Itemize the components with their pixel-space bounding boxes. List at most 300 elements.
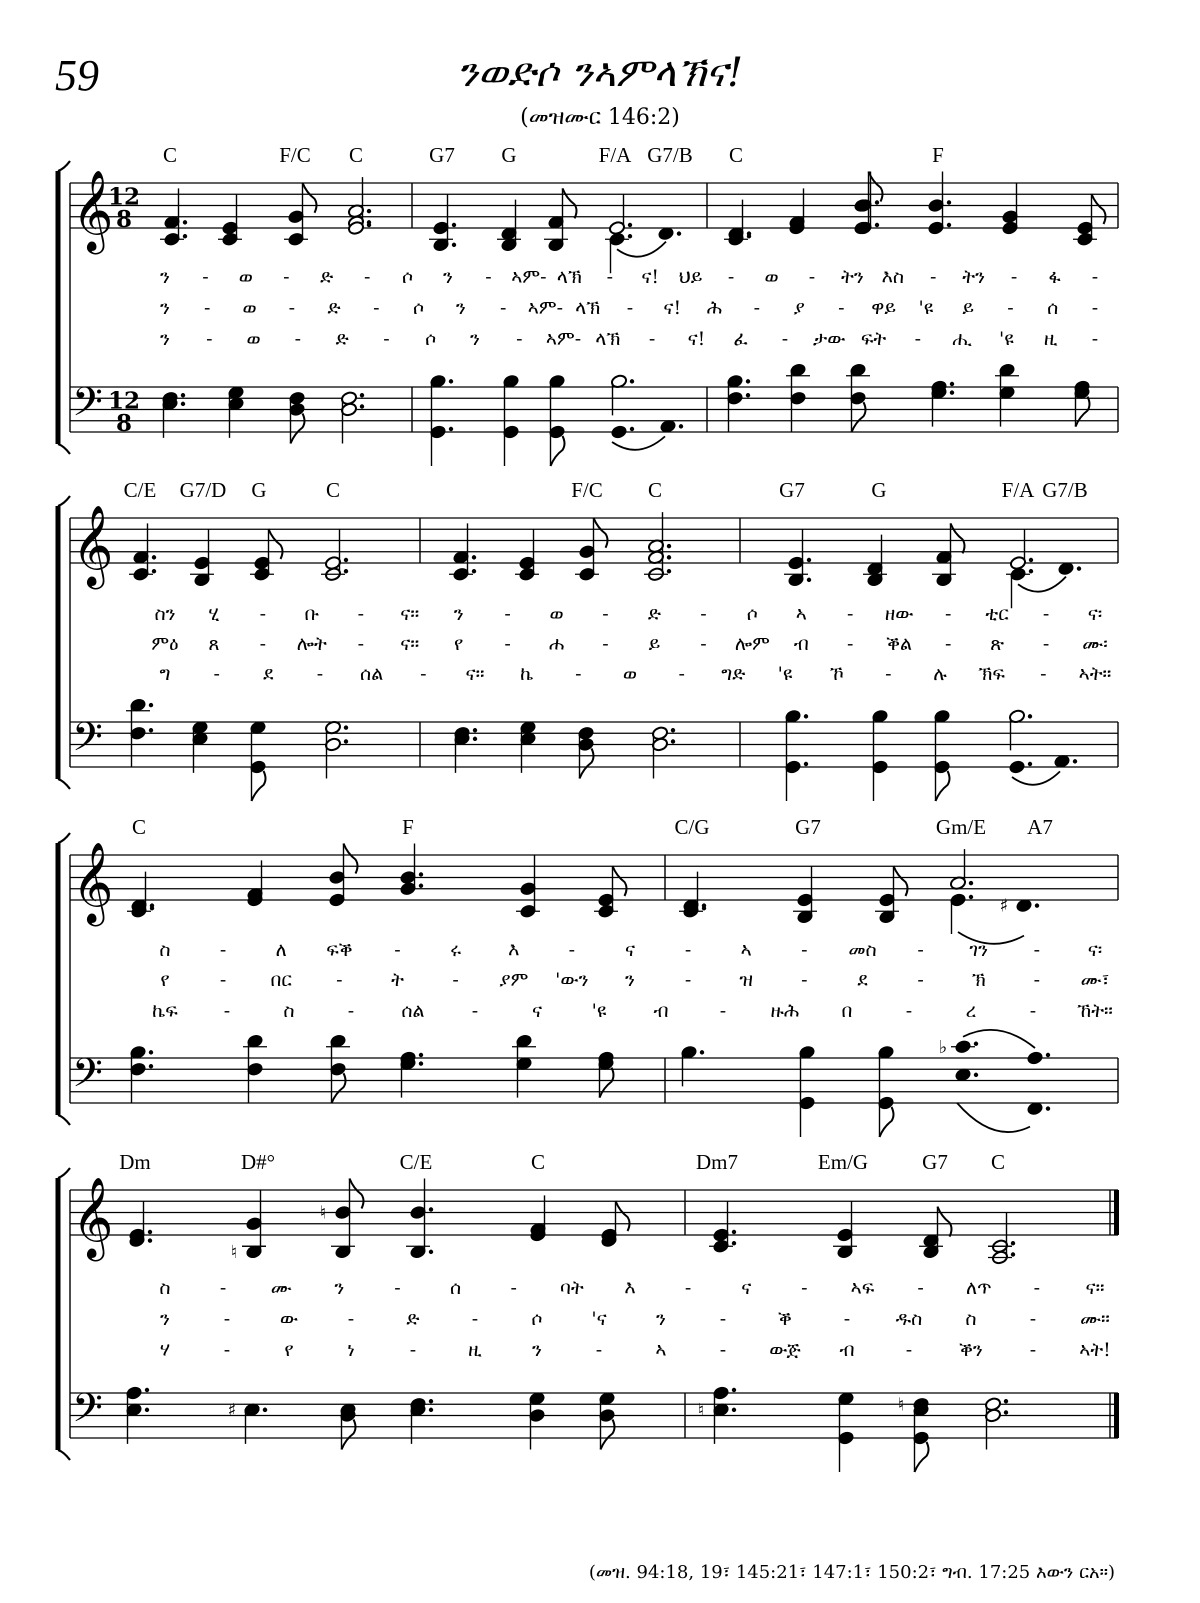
syllable-hyphen: - bbox=[678, 663, 685, 685]
lyric-syllable: ሙ። bbox=[1080, 1308, 1110, 1330]
lyric-line bbox=[0, 328, 1200, 358]
chord-symbol: F/A bbox=[1001, 478, 1035, 502]
lyric-line bbox=[0, 297, 1200, 327]
lyric-syllable: ላኽ bbox=[556, 266, 582, 288]
chord-symbol: C bbox=[162, 143, 178, 167]
lyric-syllable: ኣም- bbox=[545, 328, 582, 350]
syllable-hyphen: - bbox=[357, 603, 364, 625]
augmentation-dot bbox=[807, 558, 811, 562]
lyric-line bbox=[0, 603, 1200, 633]
note-flag bbox=[342, 1420, 356, 1450]
lyric-syllable: ኣም- bbox=[527, 297, 564, 319]
syllable-hyphen: - bbox=[202, 266, 209, 288]
lyric-syllable: ን bbox=[160, 266, 170, 288]
augmentation-dot bbox=[473, 737, 477, 741]
augmentation-dot bbox=[974, 1073, 978, 1077]
treble-clef-icon: 𝄞 bbox=[72, 841, 114, 923]
note-flag bbox=[613, 866, 627, 896]
augmentation-dot bbox=[149, 703, 153, 707]
chord-symbol: G7 bbox=[922, 1150, 948, 1174]
lyric-syllable: ሶ bbox=[531, 1308, 543, 1330]
system-bracket bbox=[58, 496, 70, 506]
lyric-syllable: ድ bbox=[406, 1308, 420, 1330]
note-flag bbox=[1092, 194, 1106, 224]
chord-symbol: C bbox=[728, 143, 744, 167]
chord-symbol: Dm bbox=[119, 1150, 151, 1174]
lyric-syllable: ሃ bbox=[159, 1339, 171, 1361]
lyric-syllable: ኣት። bbox=[1078, 663, 1112, 685]
note-flag bbox=[600, 1068, 614, 1098]
accidental-icon: ♮ bbox=[697, 1399, 705, 1421]
syllable-hyphen: - bbox=[1029, 1000, 1037, 1022]
lyric-syllable: ሶ bbox=[413, 297, 425, 319]
chord-symbol: C/G bbox=[674, 815, 710, 839]
syllable-hyphen: - bbox=[1033, 969, 1041, 991]
lyric-syllable: ያም bbox=[499, 969, 529, 991]
lyric-syllable: ውጅ bbox=[769, 1339, 801, 1361]
syllable-hyphen: - bbox=[394, 939, 401, 961]
lyric-syllable: ጸ bbox=[208, 633, 220, 655]
augmentation-dot bbox=[732, 1408, 736, 1412]
syllable-hyphen: - bbox=[905, 1000, 913, 1022]
syllable-hyphen: - bbox=[510, 1277, 517, 1299]
chord-symbol: F bbox=[932, 143, 944, 167]
augmentation-dot bbox=[472, 555, 476, 559]
syllable-hyphen: - bbox=[719, 1000, 727, 1022]
lyric-syllable: ን bbox=[334, 1277, 345, 1299]
lyric-syllable: ሙ፣ bbox=[1080, 969, 1110, 991]
augmentation-dot bbox=[1073, 759, 1077, 763]
lyric-syllable: ረ bbox=[965, 1000, 977, 1022]
lyric-syllable: ና። bbox=[400, 633, 420, 655]
bass-clef-icon: 𝄢 bbox=[72, 378, 103, 435]
chord-symbol: C bbox=[990, 1150, 1006, 1174]
chord-symbol: F bbox=[402, 815, 414, 839]
augmentation-dot bbox=[807, 578, 811, 582]
syllable-hyphen: - bbox=[905, 1339, 913, 1361]
time-signature-top: 12 bbox=[107, 183, 141, 211]
lyric-syllable: ኣ bbox=[795, 603, 807, 625]
chord-symbol: C/E bbox=[123, 478, 157, 502]
lyric-syllable: ን bbox=[470, 328, 480, 350]
lyric-syllable: ቕል bbox=[886, 633, 913, 655]
augmentation-dot bbox=[702, 906, 706, 910]
lyric-syllable: ዝ bbox=[739, 969, 754, 991]
syllable-hyphen: - bbox=[1042, 633, 1050, 655]
final-barline bbox=[1114, 1190, 1119, 1235]
lyric-syllable: ሶ bbox=[402, 266, 414, 288]
slur bbox=[963, 1030, 1035, 1048]
note-head bbox=[610, 425, 627, 440]
augmentation-dot bbox=[429, 1399, 433, 1403]
syllable-hyphen: - bbox=[1010, 266, 1018, 288]
augmentation-dot bbox=[263, 1408, 267, 1412]
lyric-syllable: ወ bbox=[549, 603, 564, 625]
syllable-hyphen: - bbox=[223, 1308, 231, 1330]
syllable-hyphen: - bbox=[1040, 663, 1047, 685]
chord-symbol: C bbox=[530, 1150, 546, 1174]
syllable-hyphen: - bbox=[684, 939, 692, 961]
note-flag bbox=[880, 1107, 894, 1137]
final-barline bbox=[1114, 1393, 1119, 1438]
chord-symbol: G7/B bbox=[1042, 478, 1088, 502]
augmentation-dot bbox=[145, 1408, 149, 1412]
syllable-hyphen: - bbox=[409, 1339, 417, 1361]
lyric-syllable: ኣ bbox=[655, 1339, 667, 1361]
augmentation-dot bbox=[746, 393, 750, 397]
syllable-hyphen: - bbox=[700, 633, 707, 655]
syllable-hyphen: - bbox=[383, 328, 390, 350]
lyric-syllable: ው bbox=[279, 1308, 299, 1330]
syllable-hyphen: - bbox=[452, 969, 459, 991]
syllable-hyphen: - bbox=[727, 266, 735, 288]
lyric-syllable: በር bbox=[270, 969, 292, 991]
chord-symbol: D#° bbox=[240, 1150, 276, 1174]
lyric-syllable: ኣም- bbox=[511, 266, 547, 288]
syllable-hyphen: - bbox=[700, 603, 707, 625]
lyric-syllable: ወ bbox=[764, 266, 779, 288]
note-flag bbox=[252, 771, 266, 801]
lyric-syllable: ጽ bbox=[990, 633, 1005, 655]
song-title: ንወድሶ ንኣምላኽና! bbox=[456, 50, 744, 96]
lyric-syllable: ስ bbox=[159, 1277, 171, 1299]
lyric-syllable: ሂ bbox=[208, 603, 220, 625]
lyric-line bbox=[0, 969, 1200, 999]
syllable-hyphen: - bbox=[606, 266, 613, 288]
lyric-syllable: ሙ፡ bbox=[1082, 633, 1108, 655]
lyric-syllable: የ bbox=[454, 633, 464, 655]
augmentation-dot bbox=[344, 558, 348, 562]
time-signature-top: 12 bbox=[107, 387, 141, 415]
augmentation-dot bbox=[1028, 714, 1032, 718]
lyric-syllable: ድ bbox=[335, 328, 349, 350]
lyric-syllable: 'ዩ bbox=[591, 1000, 607, 1022]
syllable-hyphen: - bbox=[1007, 297, 1014, 319]
lyric-syllable: ን bbox=[453, 603, 464, 625]
syllable-hyphen: - bbox=[914, 328, 922, 350]
augmentation-dot bbox=[630, 379, 634, 383]
lyric-syllable: ብ bbox=[793, 633, 809, 655]
augmentation-dot bbox=[950, 390, 954, 394]
lyric-syllable: ን bbox=[443, 266, 454, 288]
lyric-syllable: ህይ bbox=[678, 266, 703, 288]
note-head bbox=[1026, 1051, 1043, 1066]
augmentation-dot bbox=[1046, 1053, 1050, 1057]
syllable-hyphen: - bbox=[568, 939, 576, 961]
chord-symbol: G bbox=[501, 143, 517, 167]
syllable-hyphen: - bbox=[944, 603, 952, 625]
lyric-line bbox=[0, 266, 1200, 296]
lyric-syllable: ሐ bbox=[548, 633, 565, 655]
lyric-syllable: ት bbox=[391, 969, 404, 991]
chord-symbol: G7/B bbox=[647, 143, 693, 167]
note-flag bbox=[332, 1073, 346, 1103]
syllable-hyphen: - bbox=[781, 328, 789, 350]
lyric-syllable: እ bbox=[624, 1277, 636, 1299]
slur bbox=[957, 1103, 1030, 1132]
augmentation-dot bbox=[183, 234, 187, 238]
accidental-icon: ♮ bbox=[897, 1394, 905, 1416]
augmentation-dot bbox=[1029, 569, 1033, 573]
syllable-hyphen: - bbox=[595, 1339, 603, 1361]
augmentation-dot bbox=[360, 404, 364, 408]
syllable-hyphen: - bbox=[684, 1277, 692, 1299]
note-flag bbox=[938, 1207, 952, 1237]
syllable-hyphen: - bbox=[219, 969, 227, 991]
syllable-hyphen: - bbox=[847, 603, 854, 625]
syllable-hyphen: - bbox=[223, 1000, 231, 1022]
chord-symbol: G7 bbox=[795, 815, 821, 839]
scripture-subtitle: (መዝሙር 146:2) bbox=[520, 105, 680, 130]
lyric-syllable: መስ bbox=[848, 939, 877, 961]
chord-symbol: G bbox=[251, 478, 267, 502]
syllable-hyphen: - bbox=[204, 297, 211, 319]
lyric-syllable: ሉ bbox=[933, 663, 947, 685]
accidental-icon: ♯ bbox=[227, 1399, 237, 1421]
augmentation-dot bbox=[449, 427, 453, 431]
augmentation-dot bbox=[449, 379, 453, 383]
augmentation-dot bbox=[1011, 1252, 1015, 1256]
syllable-hyphen: - bbox=[219, 1277, 227, 1299]
lyric-syllable: ላኽ bbox=[575, 297, 601, 319]
augmentation-dot bbox=[1004, 1410, 1008, 1414]
syllable-hyphen: - bbox=[363, 266, 371, 288]
syllable-hyphen: - bbox=[944, 633, 952, 655]
syllable-hyphen: - bbox=[575, 663, 582, 685]
lyric-syllable: ዙሕ bbox=[770, 1000, 800, 1022]
augmentation-dot bbox=[628, 234, 632, 238]
syllable-hyphen: - bbox=[394, 1277, 401, 1299]
syllable-hyphen: - bbox=[357, 633, 364, 655]
lyric-syllable: ባት bbox=[560, 1277, 584, 1299]
chord-symbol: C/E bbox=[399, 1150, 433, 1174]
augmentation-dot bbox=[150, 906, 154, 910]
syllable-hyphen: - bbox=[499, 297, 507, 319]
chord-symbol: Gm/E bbox=[935, 815, 987, 839]
lyric-syllable: ብ bbox=[839, 1339, 855, 1361]
note-head bbox=[1008, 760, 1025, 775]
augmentation-dot bbox=[344, 569, 348, 573]
syllable-hyphen: - bbox=[719, 1308, 727, 1330]
lyric-syllable: ን bbox=[455, 297, 466, 319]
lyric-syllable: ብ bbox=[653, 1000, 669, 1022]
syllable-hyphen: - bbox=[504, 633, 511, 655]
lyric-syllable: እ bbox=[508, 939, 520, 961]
syllable-hyphen: - bbox=[1091, 266, 1099, 288]
note-flag bbox=[594, 518, 608, 548]
lyric-syllable: ፈ bbox=[733, 328, 748, 350]
augmentation-dot bbox=[969, 895, 973, 899]
augmentation-dot bbox=[344, 739, 348, 743]
syllable-hyphen: - bbox=[684, 969, 692, 991]
lyric-syllable: ዋይ bbox=[871, 297, 897, 319]
syllable-hyphen: - bbox=[259, 603, 267, 625]
slur bbox=[612, 436, 665, 449]
lyric-syllable: ስን bbox=[154, 603, 176, 625]
lyric-syllable: ግ bbox=[159, 663, 171, 685]
lyric-syllable: ስ bbox=[283, 1000, 295, 1022]
syllable-hyphen: - bbox=[1029, 1308, 1037, 1330]
lyric-syllable: ሰል bbox=[401, 1000, 425, 1022]
note-flag bbox=[1076, 397, 1090, 427]
syllable-hyphen: - bbox=[801, 1277, 808, 1299]
syllable-hyphen: - bbox=[420, 663, 427, 685]
augmentation-dot bbox=[473, 728, 477, 732]
syllable-hyphen: - bbox=[283, 266, 290, 288]
augmentation-dot bbox=[183, 220, 187, 224]
augmentation-dot bbox=[429, 1207, 433, 1211]
system-bracket bbox=[58, 779, 70, 789]
lyric-syllable: ና። bbox=[465, 663, 485, 685]
lyric-syllable: ድ bbox=[320, 266, 334, 288]
augmentation-dot bbox=[360, 393, 364, 397]
time-signature-bottom: 8 bbox=[115, 206, 133, 233]
note-flag bbox=[344, 844, 358, 874]
syllable-hyphen: - bbox=[347, 1308, 355, 1330]
augmentation-dot bbox=[145, 1388, 149, 1392]
augmentation-dot bbox=[630, 427, 634, 431]
lyric-syllable: ሰ bbox=[1047, 297, 1059, 319]
lyric-syllable: ድ bbox=[327, 297, 341, 319]
syllable-hyphen: - bbox=[206, 328, 213, 350]
syllable-hyphen: - bbox=[336, 969, 343, 991]
syllable-hyphen: - bbox=[648, 328, 656, 350]
system-bracket bbox=[58, 1115, 70, 1125]
note-flag bbox=[269, 529, 283, 559]
lyric-syllable: ወ bbox=[246, 328, 261, 350]
system-bracket bbox=[58, 444, 70, 454]
lyric-syllable: ኽ bbox=[971, 969, 986, 991]
lyric-syllable: ና! bbox=[641, 266, 660, 288]
lyric-syllable: ላኽ bbox=[595, 328, 621, 350]
augmentation-dot bbox=[947, 223, 951, 227]
lyric-syllable: ኣት! bbox=[1079, 1339, 1111, 1361]
lyric-line bbox=[0, 1277, 1200, 1307]
augmentation-dot bbox=[152, 569, 156, 573]
lyric-syllable: የ bbox=[284, 1339, 294, 1361]
syllable-hyphen: - bbox=[219, 939, 227, 961]
lyric-syllable: ፍት bbox=[860, 328, 887, 350]
lyric-syllable: በ bbox=[841, 1000, 853, 1022]
lyric-syllable: ን bbox=[625, 969, 635, 991]
augmentation-dot bbox=[419, 1053, 423, 1057]
syllable-hyphen: - bbox=[917, 1277, 924, 1299]
note-flag bbox=[350, 1179, 364, 1209]
lyric-syllable: ወ bbox=[622, 663, 638, 685]
song-number: 59 bbox=[55, 51, 99, 100]
accidental-icon: ♯ bbox=[999, 895, 1009, 917]
scripture-references: (መዝ. 94:18, 19፣ 145:21፣ 147:1፣ 150:2፣ ግብ. 17:25 እውን ርአ።) bbox=[588, 1562, 1115, 1583]
augmentation-dot bbox=[732, 1230, 736, 1234]
slur bbox=[617, 242, 666, 257]
augmentation-dot bbox=[974, 1042, 978, 1046]
lyric-syllable: ሩ bbox=[450, 939, 462, 961]
augmentation-dot bbox=[969, 881, 973, 885]
chord-symbol: C bbox=[325, 478, 341, 502]
system-bracket bbox=[58, 161, 70, 171]
lyric-syllable: ያ bbox=[793, 297, 805, 319]
chord-symbol: C bbox=[131, 815, 147, 839]
note-flag bbox=[563, 188, 577, 218]
lyric-syllable: ትን bbox=[841, 266, 864, 288]
lyric-syllable: ኸት። bbox=[1077, 1000, 1113, 1022]
syllable-hyphen: - bbox=[626, 297, 634, 319]
accidental-icon: ♮ bbox=[319, 1202, 327, 1224]
lyric-syllable: 'ዩ bbox=[918, 297, 934, 319]
lyric-syllable: ስ bbox=[965, 1308, 977, 1330]
system-bracket bbox=[58, 1450, 70, 1460]
lyric-syllable: ሶ bbox=[425, 328, 437, 350]
augmentation-dot bbox=[148, 1230, 152, 1234]
lyric-syllable: ቕን bbox=[959, 1339, 983, 1361]
treble-clef-icon: 𝄞 bbox=[72, 169, 114, 251]
augmentation-dot bbox=[950, 382, 954, 386]
time-signature-bottom: 8 bbox=[115, 410, 133, 437]
lyric-syllable: ቡ bbox=[304, 603, 320, 625]
augmentation-dot bbox=[667, 544, 671, 548]
lyric-syllable: 'ውን bbox=[555, 969, 589, 991]
syllable-hyphen: - bbox=[288, 297, 296, 319]
lyric-syllable: ሰል bbox=[360, 663, 384, 685]
lyric-syllable: ን bbox=[160, 1308, 170, 1330]
syllable-hyphen: - bbox=[223, 1339, 231, 1361]
augmentation-dot bbox=[419, 884, 423, 888]
note-flag bbox=[291, 414, 305, 444]
lyric-syllable: ኬፍ bbox=[152, 1000, 178, 1022]
augmentation-dot bbox=[667, 569, 671, 573]
note-flag bbox=[580, 749, 594, 779]
accidental-icon: ♭ bbox=[938, 1036, 948, 1058]
lyric-syllable: ና! bbox=[687, 328, 706, 350]
syllable-hyphen: - bbox=[1029, 1339, 1037, 1361]
lyric-syllable: ፋ bbox=[1048, 266, 1061, 288]
lyric-syllable: ይ bbox=[648, 633, 661, 655]
chord-symbol: Em/G bbox=[817, 1150, 869, 1174]
chord-symbol: C bbox=[348, 143, 364, 167]
lyric-syllable: ለጥ bbox=[965, 1277, 992, 1299]
lyric-syllable: ሙ bbox=[270, 1277, 292, 1299]
augmentation-dot bbox=[149, 728, 153, 732]
syllable-hyphen: - bbox=[471, 1308, 479, 1330]
syllable-hyphen: - bbox=[930, 266, 937, 288]
lyric-syllable: ና bbox=[624, 939, 636, 961]
augmentation-dot bbox=[149, 1064, 153, 1068]
augmentation-dot bbox=[1011, 1241, 1015, 1245]
syllable-hyphen: - bbox=[347, 1000, 355, 1022]
lyric-syllable: ኬ bbox=[520, 663, 534, 685]
syllable-hyphen: - bbox=[471, 1000, 479, 1022]
chord-symbol: G7 bbox=[779, 478, 805, 502]
slur bbox=[1018, 577, 1066, 592]
lyric-line bbox=[0, 633, 1200, 663]
lyric-syllable: ዚ bbox=[468, 1339, 482, 1361]
augmentation-dot bbox=[148, 1238, 152, 1242]
lyric-syllable: እስ bbox=[881, 266, 905, 288]
augmentation-dot bbox=[732, 1388, 736, 1392]
lyric-syllable: የ bbox=[160, 969, 170, 991]
lyric-syllable: ና። bbox=[1085, 1277, 1105, 1299]
lyric-syllable: ወ bbox=[242, 297, 257, 319]
lyric-syllable: ና፡ bbox=[1087, 603, 1103, 625]
augmentation-dot bbox=[732, 1241, 736, 1245]
lyric-syllable: ን bbox=[656, 1308, 666, 1330]
note-flag bbox=[915, 1442, 929, 1472]
lyric-syllable: ና፡ bbox=[1087, 939, 1103, 961]
lyric-syllable: ኾ bbox=[829, 663, 844, 685]
lyric-syllable: ና። bbox=[400, 603, 420, 625]
augmentation-dot bbox=[700, 1050, 704, 1054]
chord-symbol: C bbox=[647, 478, 663, 502]
